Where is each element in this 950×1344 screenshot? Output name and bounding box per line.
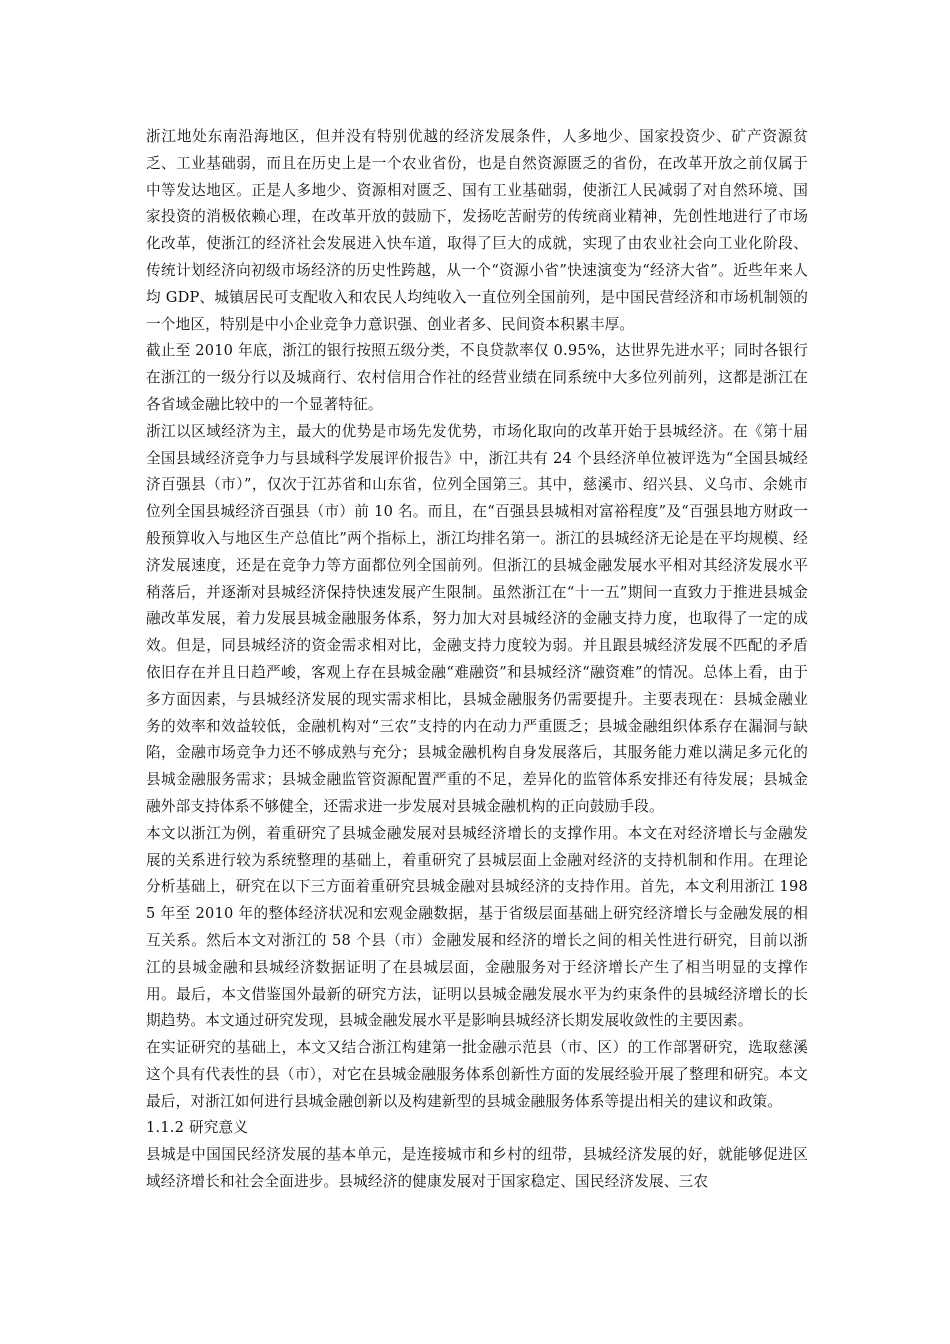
section-heading: 1.1.2 研究意义 (146, 1119, 249, 1137)
document-body (146, 124, 808, 1196)
paragraph-research-significance: 县城是中国国民经济发展的基本单元，是连接城市和乡村的纽带，县城经济发展的好，就能够促进区域经济增长和社会全面进步。县城经济的健康发展对于国家稳定、国民经济发展、三农 (146, 1146, 808, 1191)
paragraph-research-method: 本文以浙江为例，着重研究了县城金融发展对县城经济增长的支撑作用。本文在对经济增长与金融发展的关系进行较为系统整理的基础上，着重研究了县城层面上金融对经济的支持机制和作用。在理论分析基础上，研究在以下三方面着重研究县城金融对县城经济的支持作用。首先，本文利用浙江 1985 年至 2010 年的整体经济状况和宏观金融数据，基于省级层面基础上研究经济增长与金融发展的相互关系。然后本文对浙江的 58 个县（市）金融发展和经济的增长之间的相关性进行研究，目前以浙江的县城金融和县城经济数据证明了在县城层面，金融服务对于经济增长产生了相当明显的支撑作用。最后，本文借鉴国外最新的研究方法，证明以县城金融发展水平为约束条件的县城经济增长的长期趋势。本文通过研究发现，县城金融发展水平是影响县城经济长期发展收敛性的主要因素。 (146, 824, 808, 1030)
paragraph-zhejiang-overview: 浙江地处东南沿海地区，但并没有特别优越的经济发展条件，人多地少、国家投资少、矿产资源贫乏、工业基础弱，而且在历史上是一个农业省份，也是自然资源匮乏的省份，在改革开放之前仅属于中等发达地区。正是人多地少、资源相对匮乏、国有工业基础弱，使浙江人民减弱了对自然环境、国家投资的消极依赖心理，在改革开放的鼓励下，发扬吃苦耐劳的传统商业精神，先创性地进行了市场化改革，使浙江的经济社会发展进入快车道，取得了巨大的成就，实现了由农业社会向工业化阶段、传统计划经济向初级市场经济的历史性跨越，从一个“资源小省”快速演变为“经济大省”。近些年来人均 GDP、城镇居民可支配收入和农民人均纯收入一直位列全国前列，是中国民营经济和市场机制领的一个地区，特别是中小企业竞争力意识强、创业者多、民间资本积累丰厚。 (146, 128, 808, 333)
paragraph-empirical-study: 在实证研究的基础上，本文又结合浙江构建第一批金融示范县（市、区）的工作部署研究，选取慈溪这个具有代表性的县（市），对它在县城金融服务体系创新性方面的发展经验开展了整理和研究。本文最后，对浙江如何进行县城金融创新以及构建新型的县城金融服务体系等提出相关的建议和政策。 (146, 1039, 808, 1110)
paragraph-county-economy: 浙江以区域经济为主，最大的优势是市场先发优势，市场化取向的改革开始于县城经济。在《第十届全国县域经济竞争力与县域科学发展评价报告》中，浙江共有 24 个县经济单位被评选为“全国县城经济百强县（市）”，仅次于江苏省和山东省，位列全国第三。其中，慈溪市、绍兴县、义乌市、余姚市位列全国县城经济百强县（市）前 10 名。而且，在“百强县县城相对富裕程度”及“百强县地方财政一般预算收入与地区生产总值比”两个指标上，浙江均排名第一。浙江的县城经济无论是在平均规模、经济发展速度，还是在竞争力等方面都位列全国前列。但浙江的县城金融发展水平相对其经济发展水平稍落后，并逐渐对县城经济保持快速发展产生限制。虽然浙江在“十一五”期间一直致力于推进县城金融改革发展，着力发展县城金融服务体系，努力加大对县城经济的金融支持力度，也取得了一定的成效。但是，同县城经济的资金需求相对比，金融支持力度较为弱。并且跟县城经济发展不匹配的矛盾依旧存在并且日趋严峻，客观上存在县城金融“难融资”和县城经济“融资难”的情况。总体上看，由于多方面因素，与县城经济发展的现实需求相比，县城金融服务仍需要提升。主要表现在：县城金融业务的效率和效益较低，金融机构对“三农”支持的内在动力严重匮乏；县城金融组织体系存在漏洞与缺陷，金融市场竞争力还不够成熟与充分；县城金融机构自身发展落后，其服务能力难以满足多元化的县城金融服务需求；县城金融监管资源配置严重的不足，差异化的监管体系安排还有待发展；县城金融外部支持体系不够健全，还需求进一步发展对县城金融机构的正向鼓励手段。 (146, 422, 808, 815)
paragraph-bank-performance: 截止至 2010 年底，浙江的银行按照五级分类，不良贷款率仅 0.95%，达世界先进水平；同时各银行在浙江的一级分行以及城商行、农村信用合作社的经营业绩在同系统中大多位列前列，这都是浙江在各省域金融比较中的一个显著特征。 (146, 342, 808, 413)
